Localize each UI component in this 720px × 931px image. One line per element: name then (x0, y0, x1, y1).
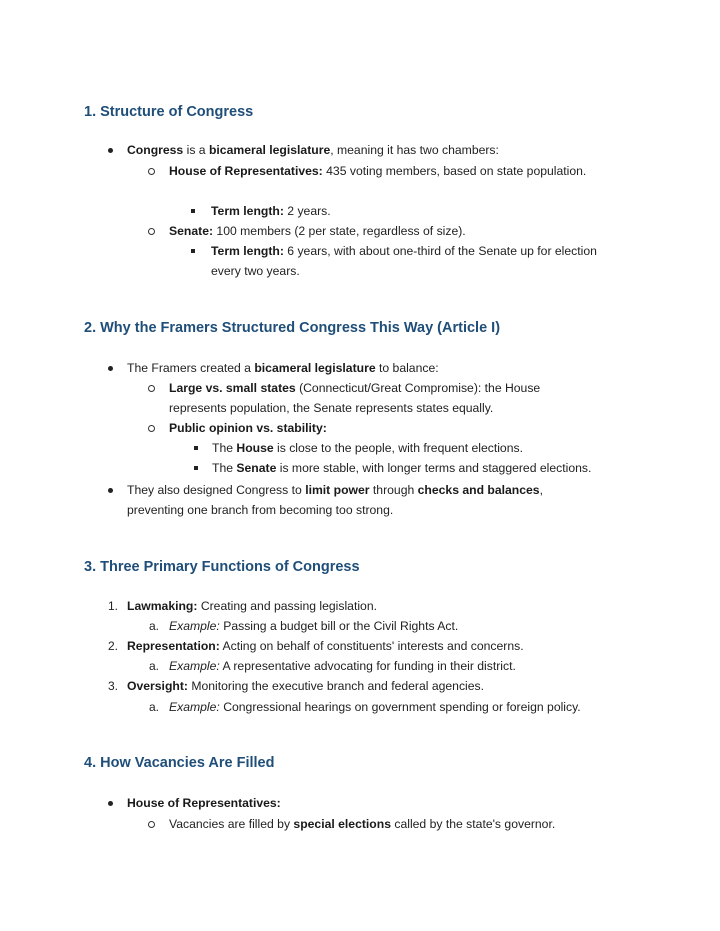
text: through (369, 483, 418, 497)
text: 2 years. (283, 204, 331, 218)
bold-text: bicameral legislature (208, 143, 331, 157)
bullet-icon (108, 148, 113, 153)
text: Acting on behalf of constituents' interests and concerns. (219, 639, 524, 653)
sub-list-marker: a. (149, 619, 160, 633)
text: The (212, 461, 237, 475)
list-number: 2. (108, 639, 119, 653)
bold-text: Congress (127, 143, 184, 157)
square-bullet-icon (194, 466, 198, 470)
text: is a (183, 143, 209, 157)
text: (Connecticut/Great Compromise): the House represents population, the Senate represents states equally. (169, 381, 541, 415)
text: , meaning it has two chambers: (330, 143, 499, 157)
text: They also designed Congress to (127, 483, 306, 497)
italic-text: Example: (169, 619, 220, 633)
bullet-house (169, 161, 599, 181)
text: 100 members (2 per state, regardless of size). (213, 224, 466, 238)
section-heading-structure: 1. Structure of Congress (84, 104, 254, 120)
bold-text: Lawmaking: (127, 599, 198, 613)
list-item-lawmaking (127, 596, 377, 616)
list-number: 1. (108, 599, 119, 613)
bullet-senate-term (211, 241, 601, 281)
bold-text: special elections (293, 817, 391, 831)
bullet-house-term (211, 201, 331, 221)
italic-text: Example: (169, 659, 220, 673)
bold-text: checks and balances (417, 483, 540, 497)
square-bullet-icon (191, 209, 195, 213)
circle-bullet-icon (148, 821, 155, 828)
text: Monitoring the executive branch and federal agencies. (187, 679, 485, 693)
section-heading-framers: 2. Why the Framers Structured Congress This Way (Article I) (84, 320, 501, 336)
example-lawmaking (169, 616, 458, 636)
bold-text: Oversight: (127, 679, 188, 693)
bullet-special-elections (169, 814, 555, 834)
text: A representative advocating for funding in their district. (219, 659, 516, 673)
bullet-senate (169, 221, 466, 241)
bullet-large-small (169, 378, 594, 418)
text: The (212, 441, 237, 455)
square-bullet-icon (194, 446, 198, 450)
text: Vacancies are filled by (169, 817, 294, 831)
text: 6 years, with about one-third of the Senate up for election every two years. (211, 244, 597, 278)
text: is more stable, with longer terms and staggered elections. (276, 461, 592, 475)
text: Congressional hearings on government spending or foreign policy. (219, 700, 581, 714)
text: , preventing one branch from becoming too strong. (127, 483, 543, 517)
bold-text: House (236, 441, 274, 455)
text: is close to the people, with frequent elections. (273, 441, 523, 455)
text: called by the state's governor. (390, 817, 556, 831)
section-heading-functions: 3. Three Primary Functions of Congress (84, 559, 360, 575)
bold-text: House of Representatives: (169, 164, 323, 178)
bold-text: bicameral legislature (254, 361, 376, 375)
bullet-icon (108, 488, 113, 493)
circle-bullet-icon (148, 168, 155, 175)
bold-text: Term length: (211, 204, 284, 218)
sub-list-marker: a. (149, 700, 160, 714)
bullet-framers-created (127, 358, 439, 378)
section-heading-vacancies: 4. How Vacancies Are Filled (84, 755, 275, 771)
bold-text: Representation: (127, 639, 220, 653)
text: The Framers created a (127, 361, 255, 375)
list-number: 3. (108, 679, 119, 693)
bullet-limit-power (127, 480, 597, 520)
bold-text: Large vs. small states (169, 381, 296, 395)
bullet-house-close (212, 438, 523, 458)
bullet-icon (108, 801, 113, 806)
text: 435 voting members, based on state population. (322, 164, 587, 178)
bullet-house-vacancies (127, 793, 281, 813)
sub-list-marker: a. (149, 659, 160, 673)
circle-bullet-icon (148, 425, 155, 432)
text: to balance: (375, 361, 439, 375)
list-item-oversight (127, 676, 484, 696)
bullet-bicameral (127, 140, 499, 160)
bullet-icon (108, 366, 113, 371)
bold-text: Public opinion vs. stability: (169, 421, 327, 435)
example-representation (169, 656, 516, 676)
italic-text: Example: (169, 700, 220, 714)
bold-text: limit power (305, 483, 370, 497)
bold-text: Term length: (211, 244, 284, 258)
bold-text: Senate: (169, 224, 214, 238)
circle-bullet-icon (148, 385, 155, 392)
list-item-representation (127, 636, 524, 656)
bullet-senate-stable (212, 458, 591, 478)
square-bullet-icon (191, 249, 195, 253)
text: Passing a budget bill or the Civil Rights Act. (219, 619, 459, 633)
text: Creating and passing legislation. (197, 599, 377, 613)
bold-text: Senate (236, 461, 277, 475)
bold-text: House of Representatives: (127, 796, 281, 810)
bullet-public-opinion (169, 418, 327, 438)
circle-bullet-icon (148, 228, 155, 235)
example-oversight (169, 697, 581, 717)
